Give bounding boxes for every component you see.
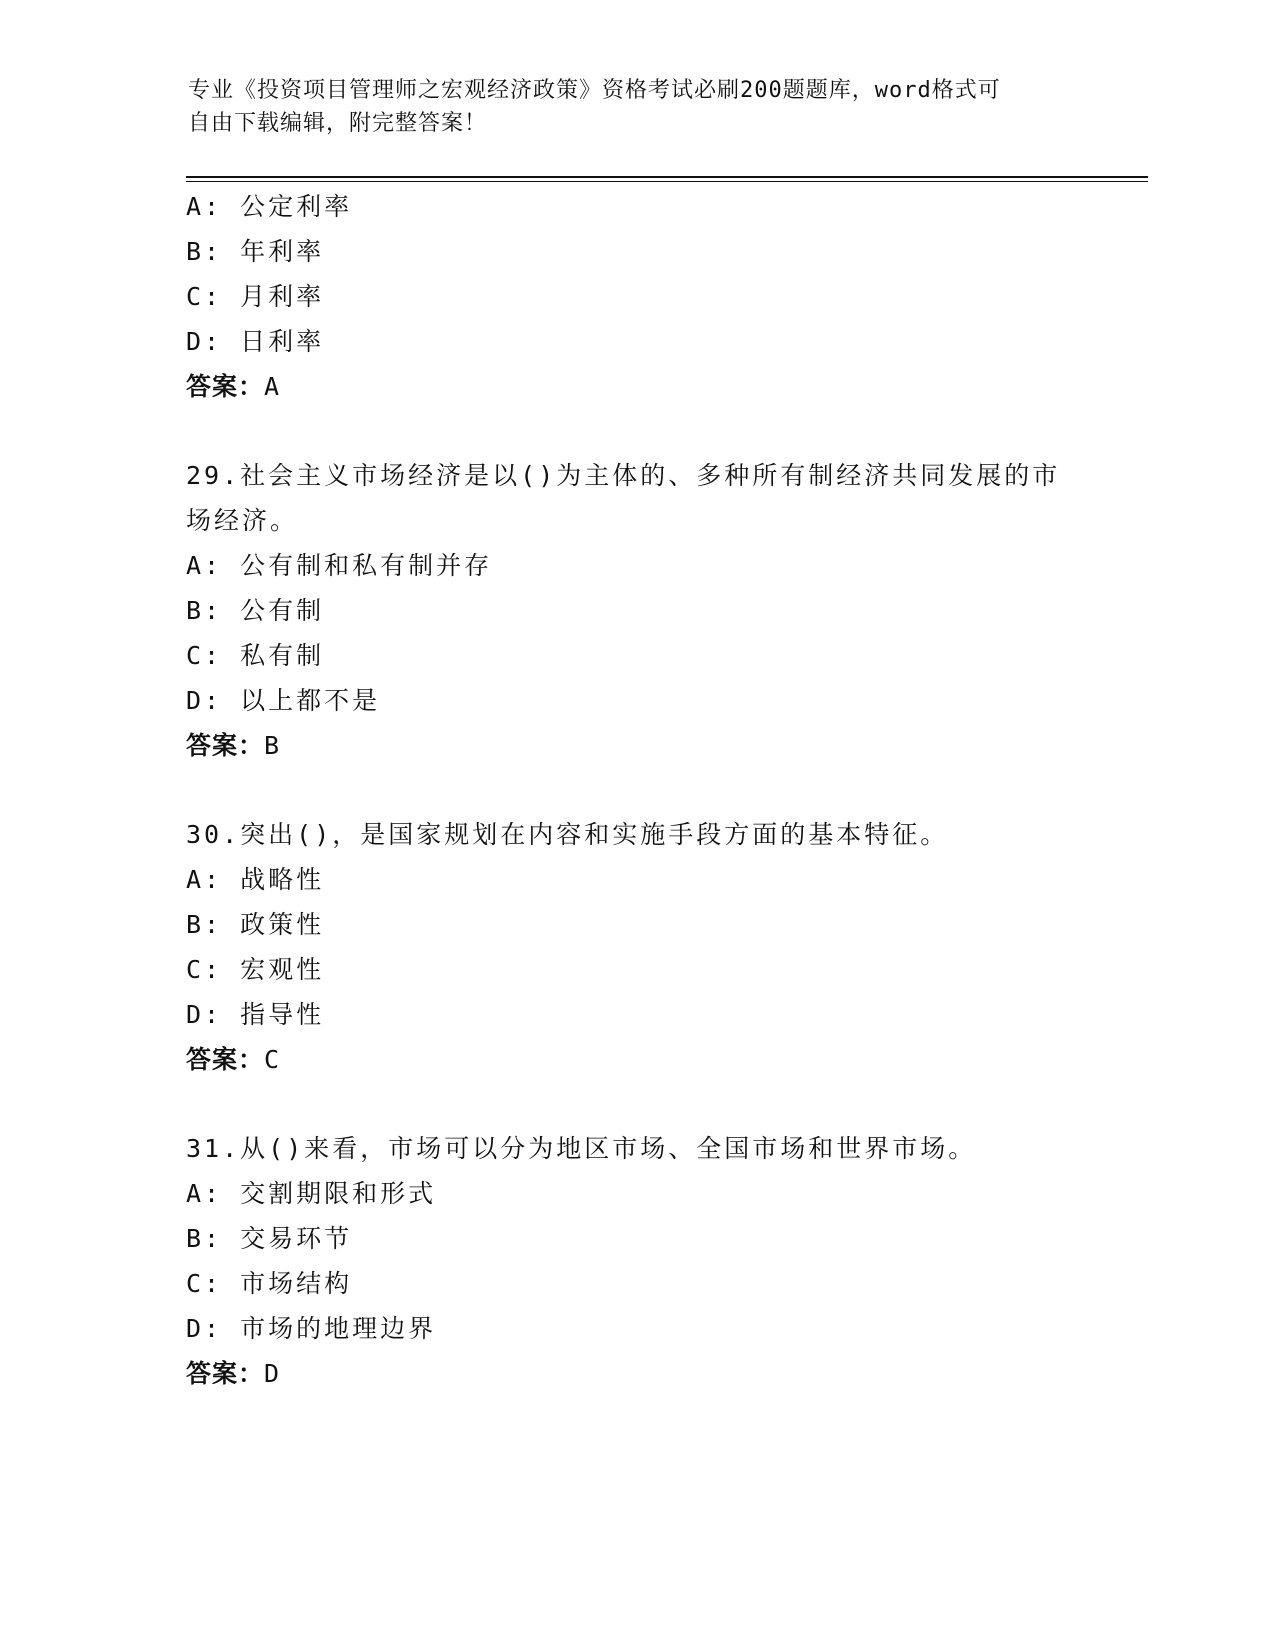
answer-value: D — [264, 1359, 280, 1388]
q29-option-c: C: 私有制 — [186, 641, 325, 670]
q31-option-a: A: 交割期限和形式 — [186, 1179, 437, 1208]
q28-option-a: A: 公定利率 — [186, 192, 353, 221]
q31-answer — [186, 1357, 279, 1391]
q29-stem-line-2: 场经济。 — [186, 506, 299, 535]
q31-option-c: C: 市场结构 — [186, 1269, 353, 1298]
q29-option-a: A: 公有制和私有制并存 — [186, 551, 493, 580]
header-divider-thin — [186, 181, 1148, 182]
q28-option-d: D: 日利率 — [186, 327, 325, 356]
q28-option-b: B: 年利率 — [186, 237, 325, 266]
q30-option-b: B: 政策性 — [186, 910, 325, 939]
answer-label: 答案： — [186, 1045, 265, 1074]
q29-stem-line-1: 29.社会主义市场经济是以()为主体的、多种所有制经济共同发展的市 — [186, 461, 1061, 490]
q30-option-c: C: 宏观性 — [186, 955, 325, 984]
q29-answer — [186, 729, 279, 763]
q28-answer — [186, 370, 279, 404]
q30-answer — [186, 1043, 279, 1077]
q31-option-d: D: 市场的地理边界 — [186, 1314, 437, 1343]
q30-stem-line-1: 30.突出()，是国家规划在内容和实施手段方面的基本特征。 — [186, 820, 949, 849]
header-line-2: 自由下载编辑，附完整答案！ — [188, 111, 488, 136]
q29-option-d: D: 以上都不是 — [186, 686, 381, 715]
q28-option-c: C: 月利率 — [186, 282, 325, 311]
document-header — [188, 74, 1068, 140]
answer-value: B — [264, 731, 280, 760]
q30-option-a: A: 战略性 — [186, 865, 325, 894]
answer-value: A — [264, 372, 280, 401]
q30-option-d: D: 指导性 — [186, 1000, 325, 1029]
q31-stem-line-1: 31.从()来看，市场可以分为地区市场、全国市场和世界市场。 — [186, 1134, 977, 1163]
answer-label: 答案： — [186, 731, 265, 760]
answer-label: 答案： — [186, 1359, 265, 1388]
answer-value: C — [264, 1045, 280, 1074]
header-line-1: 专业《投资项目管理师之宏观经济政策》资格考试必刷200题题库，word格式可 — [188, 78, 1001, 103]
q29-option-b: B: 公有制 — [186, 596, 325, 625]
answer-label: 答案： — [186, 372, 265, 401]
q31-option-b: B: 交易环节 — [186, 1224, 353, 1253]
header-divider-thick — [186, 176, 1148, 178]
